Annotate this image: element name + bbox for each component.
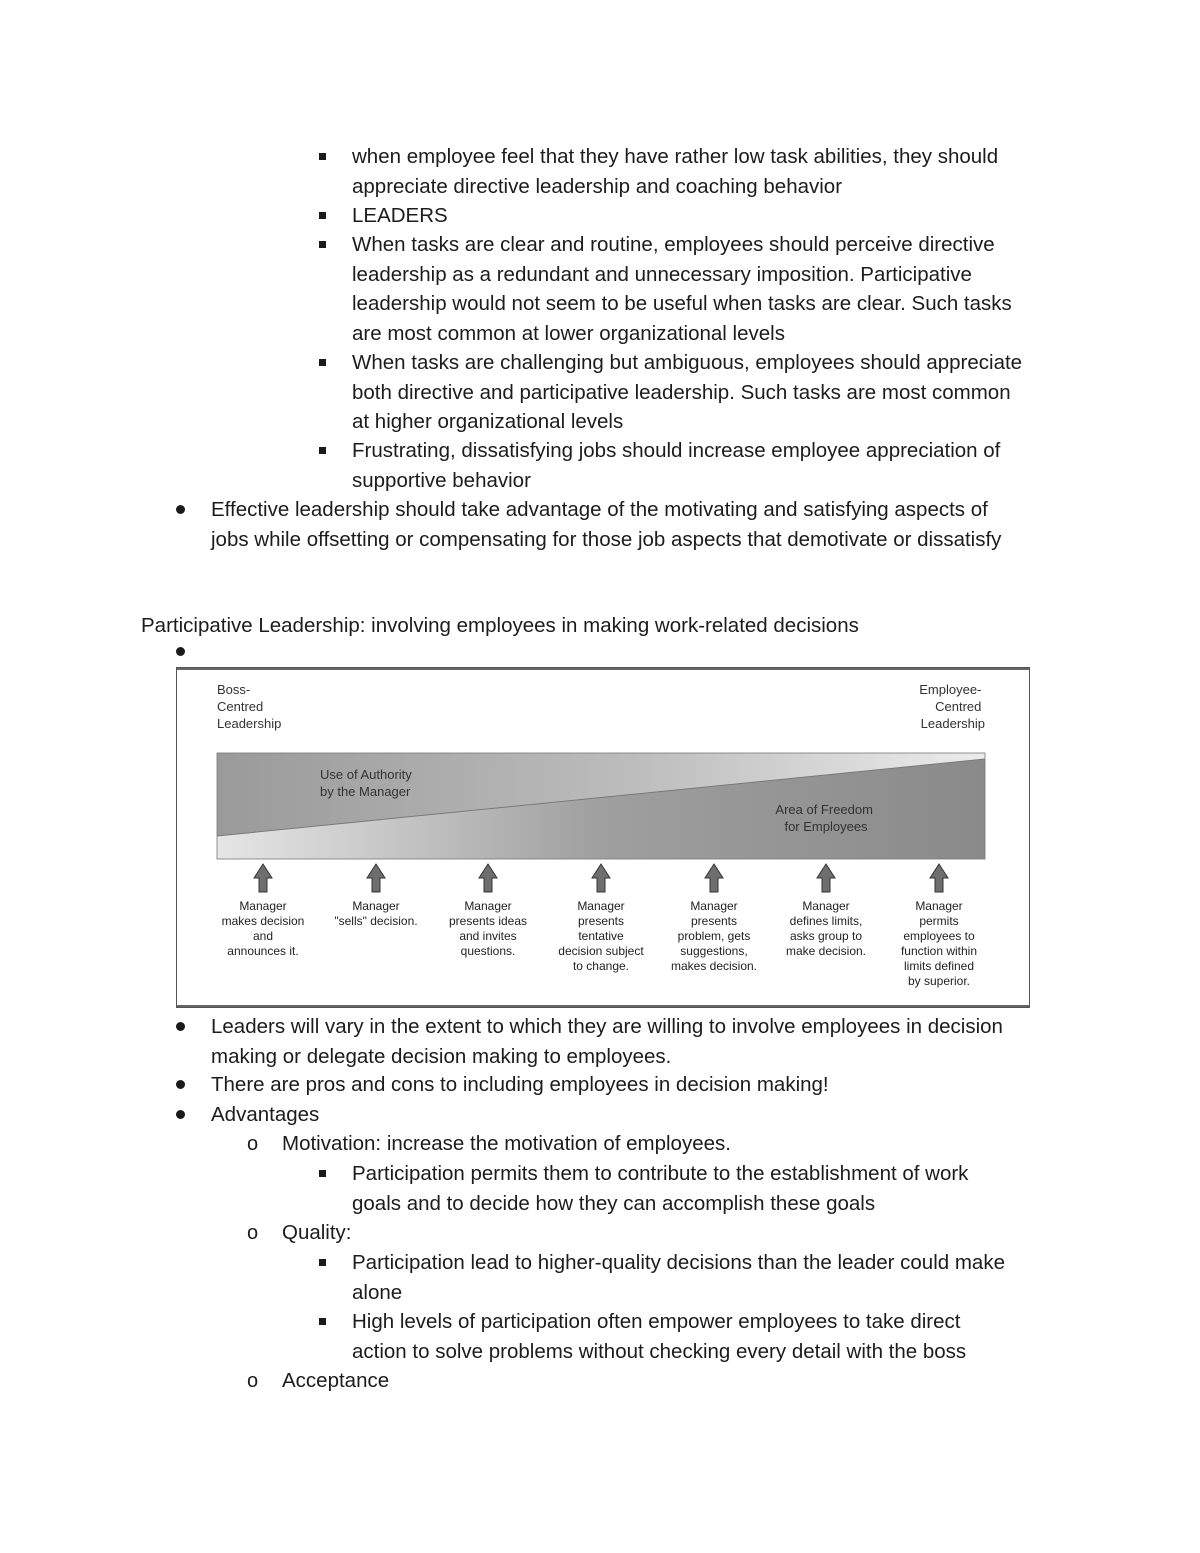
square-bullet-icon — [319, 1318, 326, 1325]
continuum-step-caption: Manager presents ideas and invites questions. — [448, 899, 528, 958]
list-item: Effective leadership should take advantage of the motivating and satisfying aspects of jobs while offsetting or compensating for those job aspects that demotivate or dissatisfy — [211, 498, 1002, 551]
sub-bullet-marker: o — [247, 1370, 259, 1392]
bullet-dot-icon — [176, 505, 185, 514]
bullet-dot-icon — [176, 1022, 185, 1031]
list-item: Advantages — [211, 1103, 320, 1126]
square-bullet-icon — [319, 153, 326, 160]
continuum-step-caption: Manager presents tentative decision subject to change. — [558, 899, 644, 973]
list-item: When tasks are challenging but ambiguous, employees should appreciate both directive and participative leadership. Such tasks are most common at higher organizational levels — [352, 351, 1023, 433]
bullet-dot-icon — [176, 647, 185, 656]
list-item: High levels of participation often empower employees to take direct action to solve problems without checking every detail with the boss — [352, 1310, 967, 1363]
square-bullet-icon — [319, 212, 326, 219]
square-bullet-icon — [319, 1170, 326, 1177]
list-item: Participation lead to higher-quality decisions than the leader could make alone — [352, 1251, 1005, 1304]
square-bullet-icon — [319, 241, 326, 248]
bullet-dot-icon — [176, 1080, 185, 1089]
authority-label: Use of Authority by the Manager — [320, 767, 412, 799]
advantage-motivation: Motivation: increase the motivation of employees. — [282, 1132, 731, 1155]
employee-centred-label: Employee- Centred Leadership — [919, 682, 985, 731]
continuum-step-caption: Manager defines limits, asks group to make decision. — [785, 899, 867, 958]
list-item: Participation permits them to contribute to the establishment of work goals and to decide how they can accomplish these goals — [352, 1162, 969, 1215]
boss-centred-label: Boss- Centred Leadership — [217, 682, 282, 731]
list-item: Leaders will vary in the extent to which they are willing to involve employees in decision making or delegate decision making to employees. — [211, 1015, 1003, 1068]
continuum-step-caption: Manager makes decision and announces it. — [221, 899, 305, 958]
square-bullet-icon — [319, 1259, 326, 1266]
freedom-label: Area of Freedom for Employees — [775, 802, 873, 834]
list-item: Frustrating, dissatisfying jobs should increase employee appreciation of supportive behavior — [352, 439, 1001, 492]
section-heading: Participative Leadership: involving employees in making work-related decisions — [141, 614, 859, 637]
continuum-step-caption: Manager "sells" decision. — [334, 899, 418, 928]
list-item: when employee feel that they have rather low task abilities, they should appreciate directive leadership and coaching behavior — [352, 145, 999, 198]
continuum-step-caption: Manager permits employees to function within limits defined by superior. — [900, 899, 978, 988]
square-bullet-icon — [319, 447, 326, 454]
bullet-dot-icon — [176, 1110, 185, 1119]
advantage-quality: Quality: — [282, 1221, 352, 1244]
continuum-step-caption: Manager presents problem, gets suggestions, makes decision. — [670, 899, 758, 973]
advantage-acceptance: Acceptance — [282, 1369, 390, 1392]
square-bullet-icon — [319, 359, 326, 366]
list-item: There are pros and cons to including employees in decision making! — [211, 1073, 829, 1096]
sub-bullet-marker: o — [247, 1133, 259, 1155]
leadership-continuum-figure — [176, 667, 1030, 1008]
sub-bullet-marker: o — [247, 1222, 259, 1244]
list-item: LEADERS — [352, 204, 448, 227]
list-item: When tasks are clear and routine, employees should perceive directive leadership as a redundant and unnecessary imposition. Participative leadership would not seem to be useful when tasks are clear. Such tasks are most common at lower organizational levels — [352, 233, 1012, 345]
